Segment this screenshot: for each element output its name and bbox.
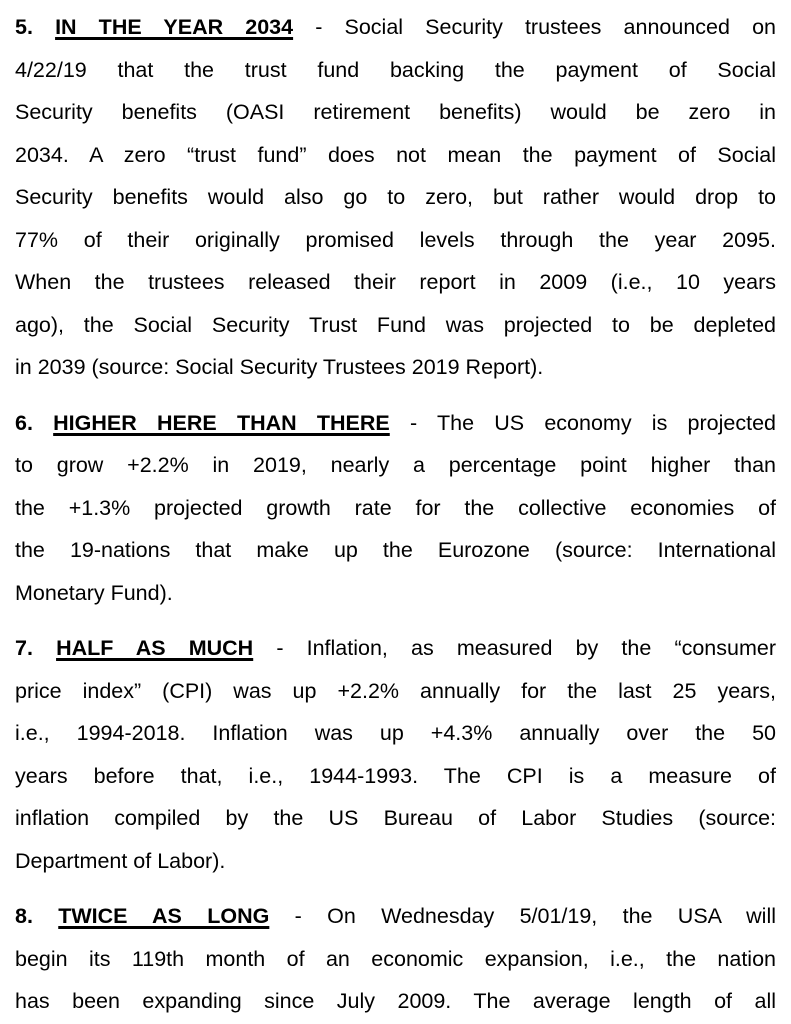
text-line: price index” (CPI) was up +2.2% annually for the last 25 years,: [15, 678, 776, 703]
item-heading: HALF AS MUCH: [56, 636, 254, 660]
fact-paragraph-6: [15, 402, 776, 615]
heading-line-text: - The US economy is projected: [389, 410, 776, 435]
item-heading: TWICE AS LONG: [58, 904, 270, 928]
item-number: 7.: [15, 636, 57, 660]
fact-paragraph-5: [15, 6, 776, 389]
text-line: Monetary Fund).: [15, 580, 173, 605]
text-line: inflation compiled by the US Bureau of Labor Studies (source:: [15, 806, 776, 830]
text-line: 2034. A zero “trust fund” does not mean the payment of Social: [15, 142, 776, 167]
fact-paragraph-7: [15, 627, 776, 882]
text-line: i.e., 1994-2018. Inflation was up +4.3% annually over the 50: [15, 721, 776, 745]
item-heading: HIGHER HERE THAN THERE: [53, 410, 390, 435]
item-number: 5.: [15, 15, 56, 39]
text-line: When the trustees released their report in 2009 (i.e., 10 years: [15, 270, 776, 294]
text-line: has been expanding since July 2009. The average length of all: [15, 989, 776, 1013]
text-line: begin its 119th month of an economic expansion, i.e., the nation: [15, 946, 776, 971]
text-line: the +1.3% projected growth rate for the collective economies of: [15, 495, 776, 520]
text-line: Department of Labor).: [15, 848, 226, 873]
heading-line-text: - On Wednesday 5/01/19, the USA will: [269, 904, 776, 928]
text-line: 77% of their originally promised levels through the year 2095.: [15, 227, 776, 252]
item-heading: IN THE YEAR 2034: [55, 15, 294, 39]
paragraph-heading-line: [15, 627, 776, 670]
text-line: 4/22/19 that the trust fund backing the payment of Social: [15, 57, 776, 82]
heading-line-text: - Social Security trustees announced on: [293, 15, 776, 39]
text-line: years before that, i.e., 1944-1993. The CPI is a measure of: [15, 763, 776, 788]
paragraph-heading-line: [15, 895, 776, 938]
text-line: ago), the Social Security Trust Fund was projected to be depleted: [15, 312, 776, 337]
text-line: Security benefits would also go to zero, but rather would drop to: [15, 185, 776, 209]
paragraph-heading-line: [15, 6, 776, 49]
text-line: to grow +2.2% in 2019, nearly a percentage point higher than: [15, 453, 776, 477]
fact-paragraph-8: [15, 895, 776, 1023]
heading-line-text: - Inflation, as measured by the “consumer: [253, 636, 777, 660]
text-line: the 19-nations that make up the Eurozone (source: International: [15, 538, 776, 562]
item-number: 6.: [15, 410, 54, 435]
paragraph-heading-line: [15, 402, 776, 445]
item-number: 8.: [15, 904, 59, 928]
text-line: Security benefits (OASI retirement benefits) would be zero in: [15, 100, 776, 124]
text-line: in 2039 (source: Social Security Trustees 2019 Report).: [15, 355, 544, 379]
